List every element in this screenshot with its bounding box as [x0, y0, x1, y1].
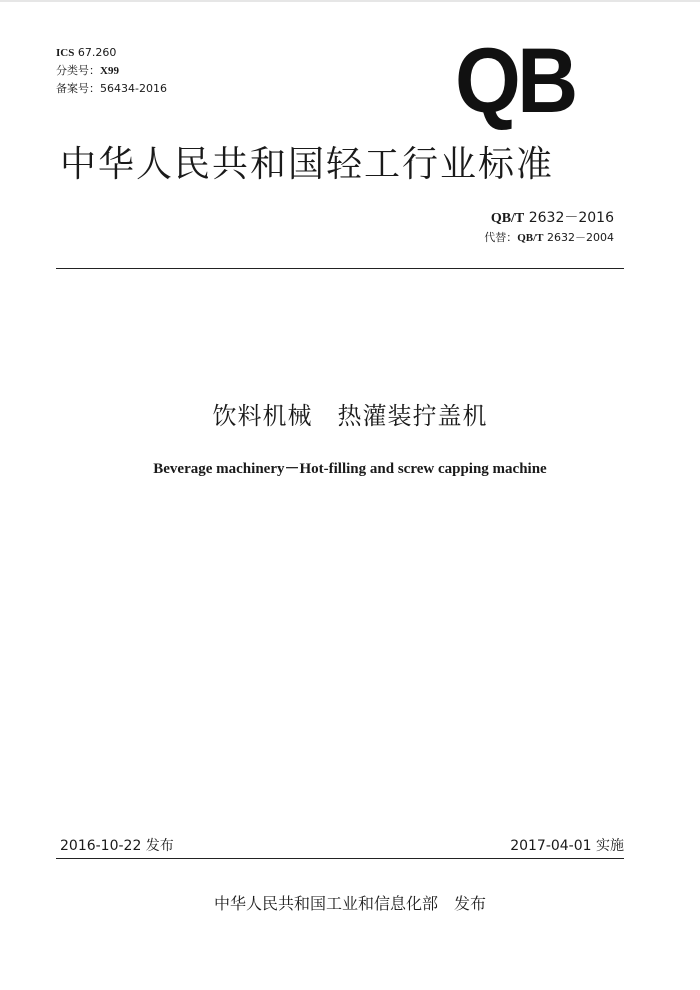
- standard-code: 2632－2016: [528, 210, 614, 226]
- standard-number: [491, 209, 614, 228]
- document-title-en: Beverage machinery－Hot-filling and screw capping machine: [153, 461, 547, 477]
- standard-prefix: QB/T: [490, 211, 525, 226]
- qb-logo: QB: [455, 30, 575, 132]
- replace-prefix: QB/T: [517, 232, 544, 244]
- ics-value: 67.260: [77, 46, 117, 59]
- ics-line: [56, 44, 167, 62]
- page-top-edge: [0, 0, 700, 2]
- classification-block: [56, 44, 167, 98]
- standard-category-title: 中华人民共和国轻工行业标准: [60, 144, 555, 185]
- record-line: [56, 80, 167, 98]
- replace-code: 2632－2004: [547, 231, 614, 244]
- record-value: 56434-2016: [100, 82, 167, 95]
- publisher: 中华人民共和国工业和信息化部 发布: [213, 894, 486, 913]
- record-label: 备案号：: [56, 82, 100, 95]
- ics-label: ICS: [56, 47, 75, 59]
- footer-divider: [56, 858, 624, 859]
- header-divider: [56, 268, 624, 269]
- implementation-date: 2017-04-01 实施: [510, 838, 624, 854]
- class-label: 分类号：: [56, 64, 100, 77]
- issue-date: 2016-10-22 发布: [60, 838, 174, 854]
- replace-label: 代替：: [484, 231, 518, 244]
- class-value: X99: [100, 65, 119, 77]
- document-title-cn: 饮料机械 热灌装拧盖机: [212, 402, 488, 430]
- replaces-standard: [484, 230, 614, 246]
- class-line: [56, 62, 167, 80]
